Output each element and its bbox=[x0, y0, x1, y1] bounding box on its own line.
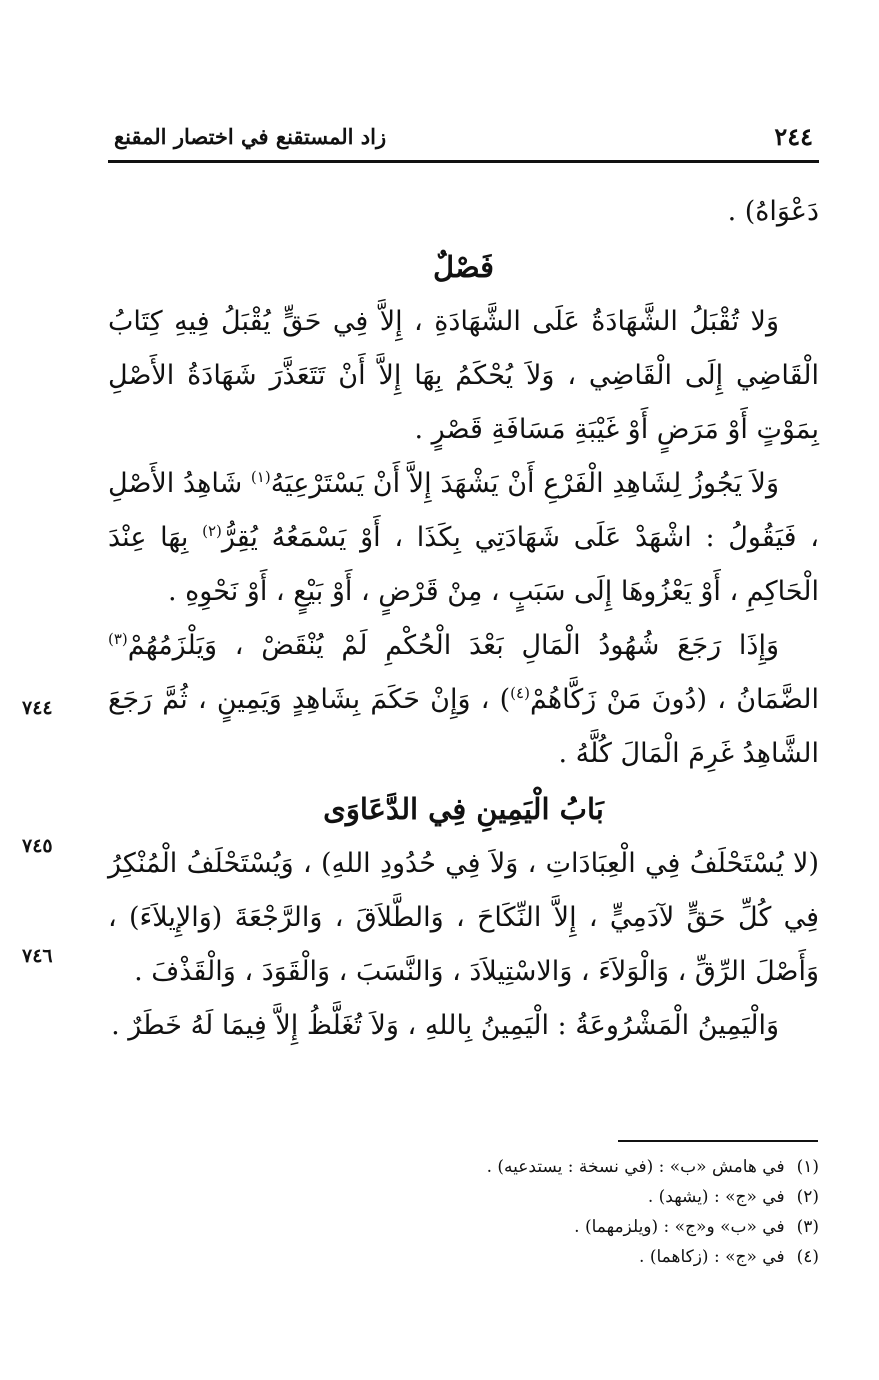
paragraph-witness-retraction bbox=[108, 619, 819, 781]
footnote-text: في «ج» : (يشهد) . bbox=[647, 1187, 785, 1207]
page-number: ٢٤٤ bbox=[774, 122, 813, 151]
footnote-text: في «ج» : (زكاهما) . bbox=[639, 1247, 785, 1267]
margin-number: ٧٤٥ bbox=[22, 835, 53, 857]
paragraph-oath-cases: (لا يُسْتَحْلَفُ فِي الْعِبَادَاتِ ، وَلاَ فِي حُدُودِ اللهِ) ، وَيُسْتَحْلَفُ الْمُنْكِرُ فِي كُلِّ حَقٍّ لآدَمِيٍّ ، إِلاَّ النِّكَاحَ ، وَالطَّلاَقَ ، وَالرَّجْعَةَ (وَالإِيلاَءَ) ، وَأَصْلَ الرِّقِّ ، وَالْوَلاَءَ ، وَالاسْتِيلاَدَ ، وَالنَّسَبَ ، وَالْقَوَدَ ، وَالْقَذْفَ . bbox=[108, 848, 819, 987]
chapter-heading-oath: بَابُ الْيَمِينِ فِي الدَّعَاوَى bbox=[323, 792, 604, 826]
footnote-marker: (١) bbox=[250, 468, 271, 486]
text-run: الضَّمَانُ ، (دُونَ مَنْ زَكَّاهُمْ bbox=[529, 684, 820, 715]
paragraph-continuation: دَعْوَاهُ) . bbox=[727, 196, 819, 227]
margin-number: ٧٤٤ bbox=[22, 697, 53, 719]
paragraph-secondary-witness bbox=[108, 457, 819, 619]
footnote bbox=[108, 1212, 819, 1242]
paragraph-testimony-on-testimony: وَلا تُقْبَلُ الشَّهَادَةُ عَلَى الشَّهَادَةِ ، إِلاَّ فِي حَقٍّ يُقْبَلُ فِيهِ كِتَابُ الْقَاضِي إِلَى الْقَاضِي ، وَلاَ يُحْكَمُ بِهَا إِلاَّ أَنْ تَتَعَذَّرَ شَهَادَةُ الأَصْلِ بِمَوْتٍ أَوْ مَرَضٍ أَوْ غَيْبَةِ مَسَافَةِ قَصْرٍ . bbox=[108, 306, 819, 445]
footnote bbox=[108, 1242, 819, 1272]
text-run: وَلاَ يَجُوزُ لِشَاهِدِ الْفَرْعِ أَنْ يَشْهَدَ إِلاَّ أَنْ يَسْتَرْعِيَهُ bbox=[270, 468, 779, 499]
footnote-marker: (٣) bbox=[108, 630, 128, 648]
book-title: زاد المستقنع في اختصار المقنع bbox=[114, 124, 387, 149]
footnote-number: (٢) bbox=[796, 1187, 819, 1207]
margin-number: ٧٤٦ bbox=[22, 945, 53, 967]
footnote bbox=[108, 1152, 819, 1182]
text-run: شَاهِدُ الأَصْلِ ، فَيَقُولُ : اشْهَدْ عَلَى شَهَادَتِي بِكَذَا ، أَوْ يَسْمَعُهُ يُقِرُّ bbox=[108, 468, 819, 553]
text-run: وَإِذَا رَجَعَ شُهُودُ الْمَالِ بَعْدَ الْحُكْمِ لَمْ يُنْقَضْ ، وَيَلْزَمُهُمْ bbox=[127, 630, 779, 661]
footnotes bbox=[108, 1152, 819, 1272]
footnote-number: (١) bbox=[796, 1157, 819, 1177]
footnote-text: في «ب» و«ج» : (ويلزمهما) . bbox=[574, 1217, 785, 1237]
footnote-marker: (٤) bbox=[510, 684, 530, 702]
footnote-number: (٣) bbox=[796, 1217, 819, 1237]
footnote bbox=[108, 1182, 819, 1212]
paragraph-lawful-oath: وَالْيَمِينُ الْمَشْرُوعَةُ : الْيَمِينُ بِاللهِ ، وَلاَ تُغَلَّظُ إِلاَّ فِيمَا لَهُ خَطَرٌ . bbox=[111, 1010, 779, 1041]
footnote-divider bbox=[618, 1140, 818, 1142]
footnote-text: في هامش «ب» : (في نسخة : يستدعيه) . bbox=[486, 1157, 785, 1177]
text-run: ) ، وَإِنْ حَكَمَ بِشَاهِدٍ وَيَمِينٍ ، ثُمَّ رَجَعَ الشَّاهِدُ غَرِمَ الْمَالَ كُلَّهُ . bbox=[108, 684, 819, 769]
footnote-number: (٤) bbox=[796, 1247, 819, 1267]
section-heading-fasl: فَصْلٌ bbox=[433, 250, 494, 284]
running-header bbox=[108, 120, 819, 163]
footnote-marker: (٢) bbox=[202, 522, 222, 540]
main-text bbox=[108, 185, 819, 1053]
text-run: بِهَا عِنْدَ الْحَاكِمِ ، أَوْ يَعْزُوهَا إِلَى سَبَبٍ ، مِنْ قَرْضٍ ، أَوْ بَيْعٍ ، أَوْ نَحْوِهِ . bbox=[108, 522, 819, 607]
